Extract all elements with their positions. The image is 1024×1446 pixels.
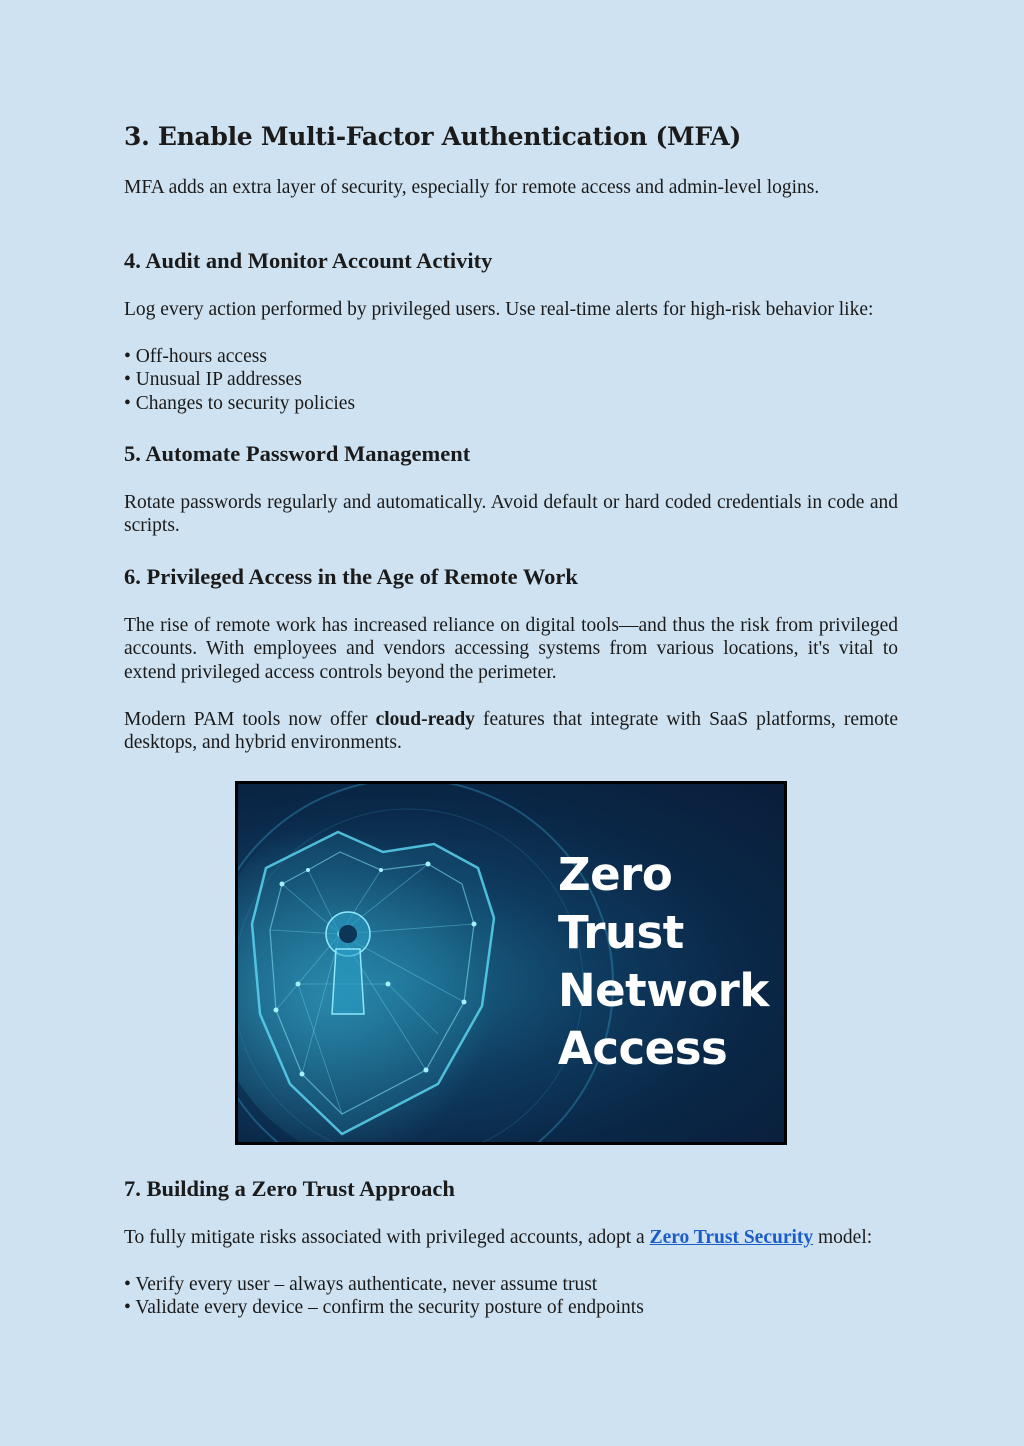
image-line: Zero — [558, 848, 673, 901]
section-3-body: MFA adds an extra layer of security, especially for remote access and admin-level logins. — [124, 177, 820, 198]
list-item: • Unusual IP addresses — [124, 368, 898, 391]
section-7-heading: 7. Building a Zero Trust Approach — [124, 1176, 455, 1201]
section-6-body-1: The rise of remote work has increased reliance on digital tools—and thus the risk from privileged accounts. With employees and vendors accessing systems from various locations, it's vital to extend privileged access controls beyond the perimeter. — [124, 615, 898, 683]
list-item: • Verify every user – always authenticate, never assume trust — [124, 1273, 898, 1296]
section-7-bullet-list — [124, 1273, 898, 1320]
section-6-heading: 6. Privileged Access in the Age of Remote Work — [124, 564, 578, 589]
list-item: • Validate every device – confirm the security posture of endpoints — [124, 1296, 898, 1319]
section-7-body: To fully mitigate risks associated with privileged accounts, adopt a Zero Trust Security model: — [124, 1227, 873, 1248]
section-5-body: Rotate passwords regularly and automatically. Avoid default or hard coded credentials in code and scripts. — [124, 492, 898, 537]
list-item: • Off-hours access — [124, 345, 898, 368]
zero-trust-network-access-image — [235, 781, 787, 1145]
section-3-heading: 3. Enable Multi-Factor Authentication (MFA) — [124, 122, 742, 151]
image-line: Trust — [558, 906, 684, 959]
section-4-heading: 4. Audit and Monitor Account Activity — [124, 248, 493, 273]
section-5-heading: 5. Automate Password Management — [124, 441, 471, 466]
image-line: Network — [558, 964, 769, 1017]
cloud-ready-emphasis: cloud-ready — [375, 709, 475, 730]
section-4-bullet-list — [124, 345, 898, 415]
list-item: • Changes to security policies — [124, 392, 898, 415]
section-4-body: Log every action performed by privileged users. Use real-time alerts for high-risk behavior like: — [124, 299, 874, 320]
image-line: Access — [558, 1022, 728, 1075]
image-caption — [558, 846, 769, 1078]
section-6-body-2: Modern PAM tools now offer cloud-ready features that integrate with SaaS platforms, remote desktops, and hybrid environments. — [124, 709, 898, 754]
zero-trust-security-link[interactable]: Zero Trust Security — [649, 1227, 814, 1248]
